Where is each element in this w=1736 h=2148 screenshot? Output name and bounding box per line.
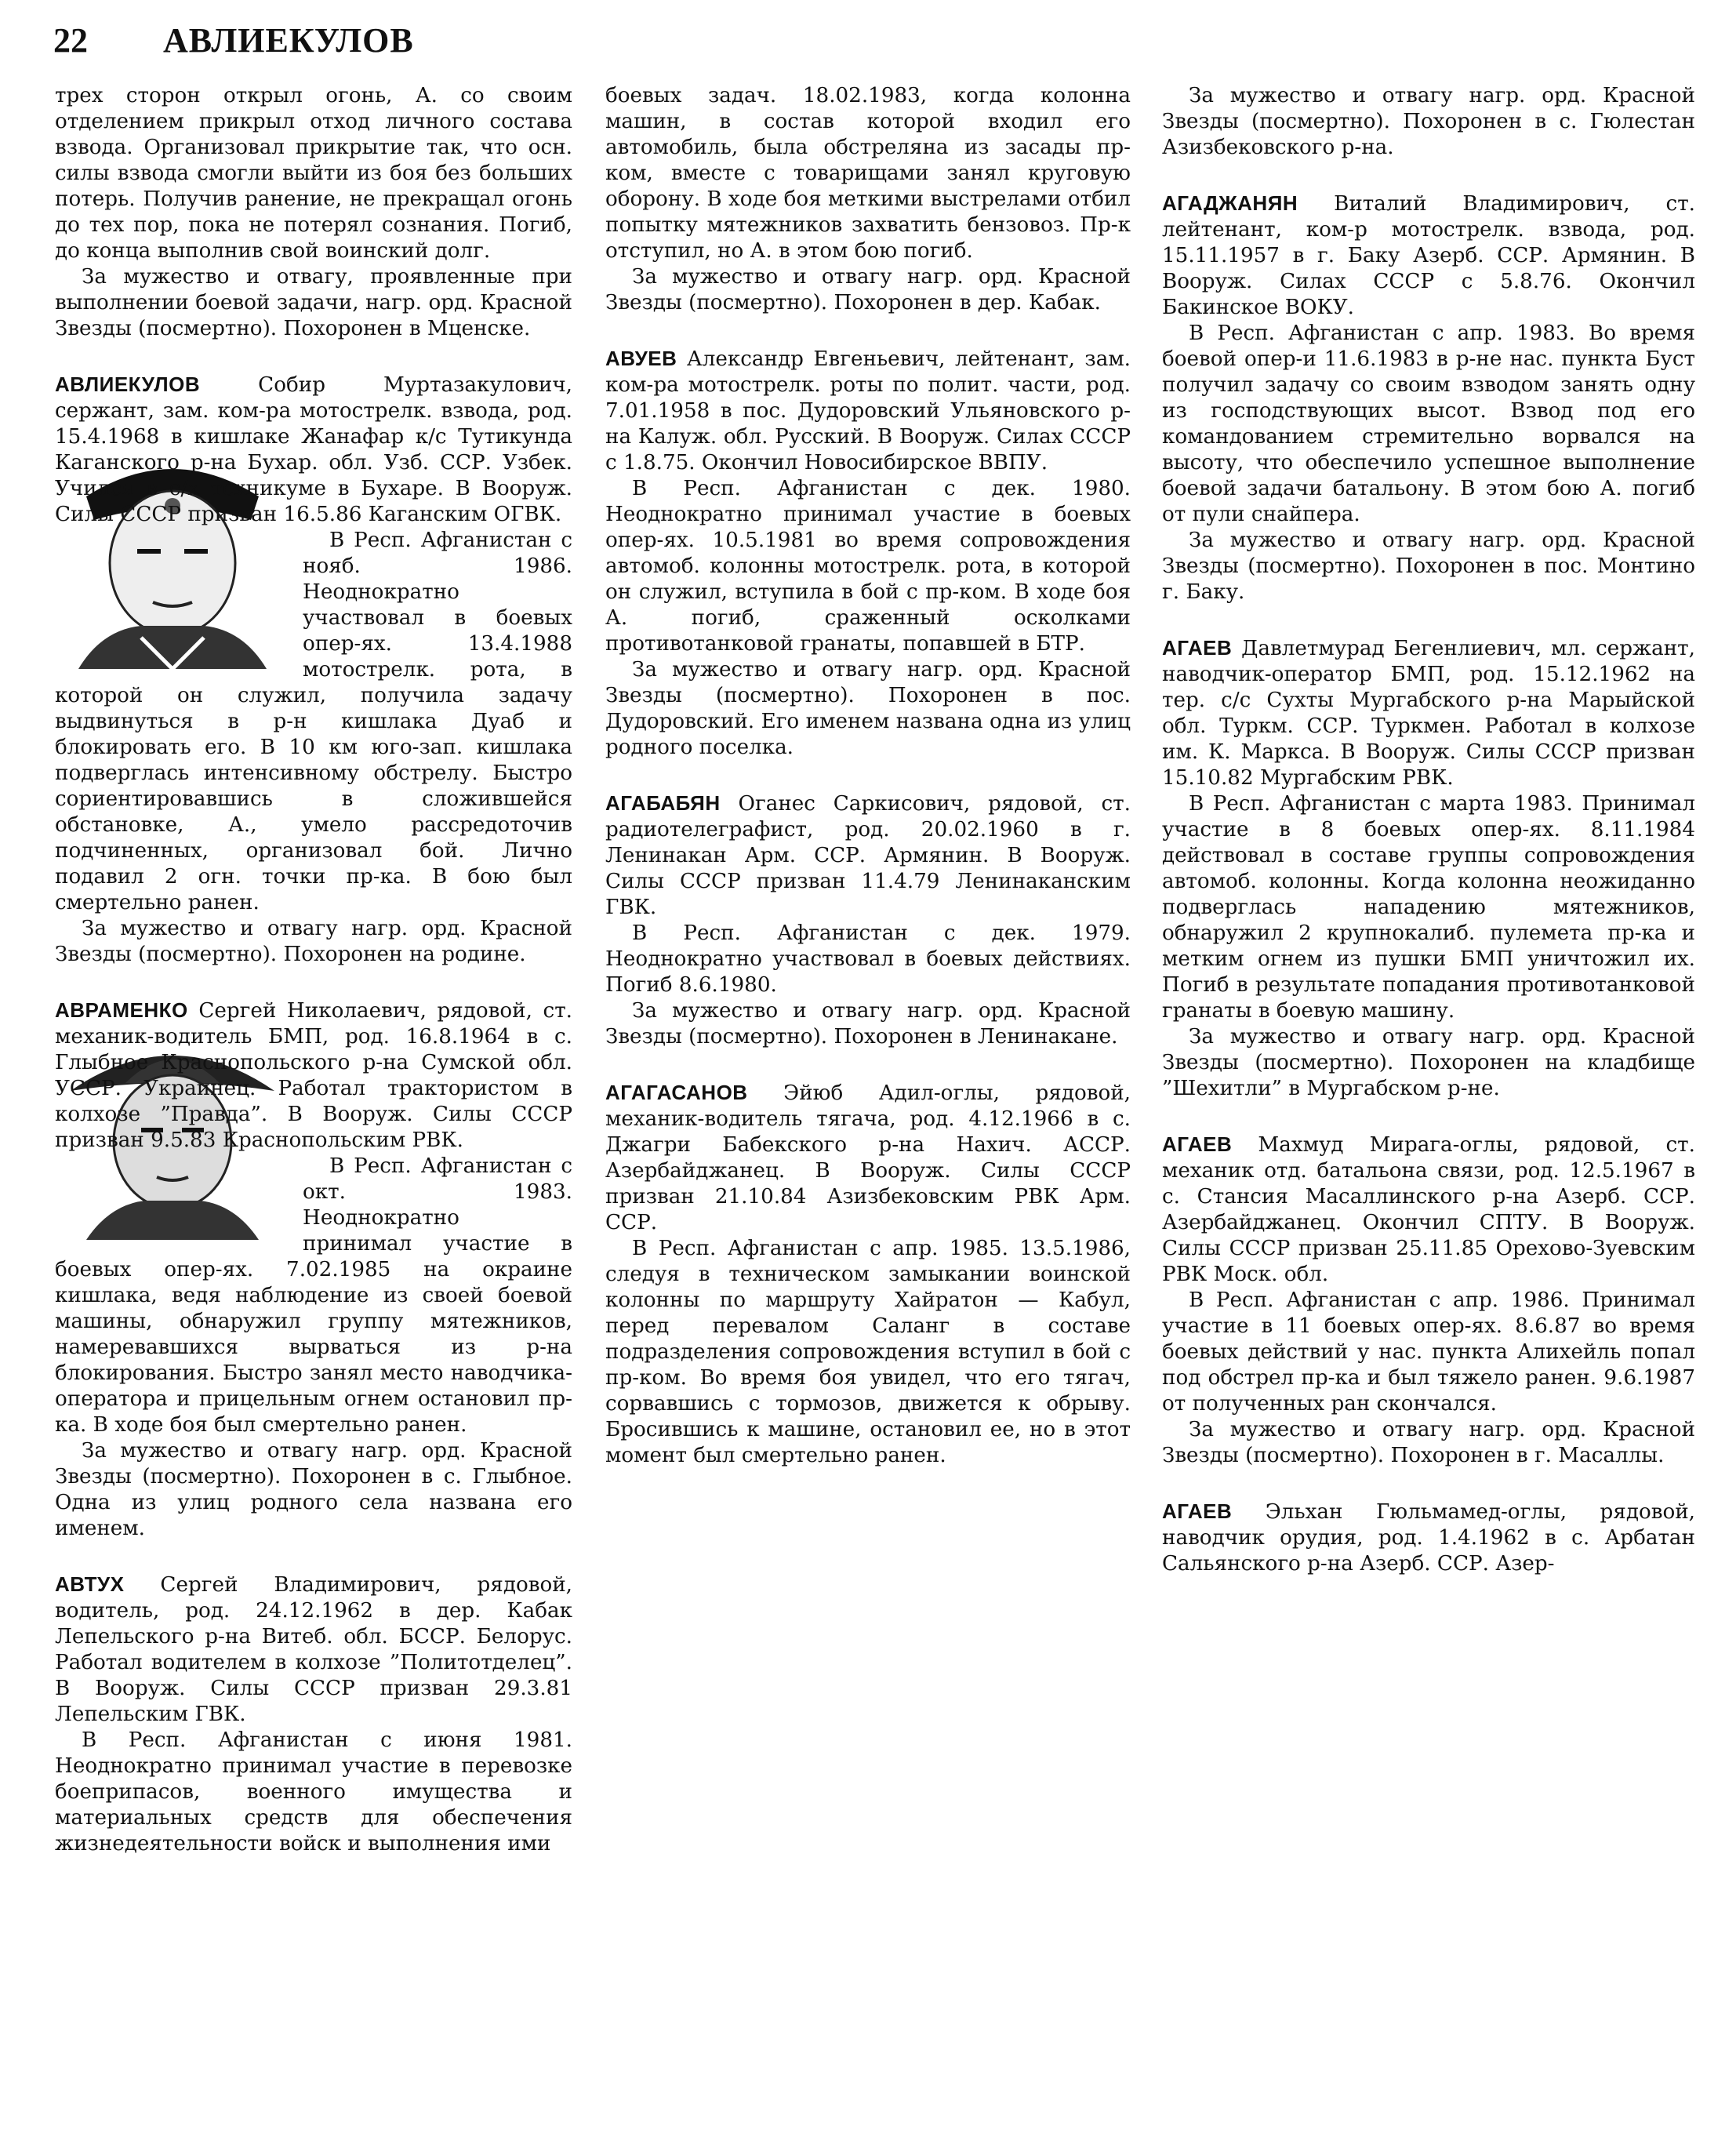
entry-name: АВРАМЕНКО (55, 998, 188, 1022)
paragraph: За мужество и отвагу нагр. орд. Красной Звезды (посмертно). Похоронен в с. Гюлестан Азизбековского р-на. (1162, 84, 1695, 159)
entry-text: В Респ. Афганистан с нояб. 1986. Неоднократно участвовал в боевых опер-ях. 13.4.1988 мотострелк. рота, в которой он служил, получила задачу выдвинуться в р-н кишлака Дуаб и блокировать его. В 10 км юго-зап. кишлака подверглась интенсивному обстрелу. Быстро сориентировавшись в сложившейся обстановке, А., умело рассредоточив подчиненных, организовал бой. Лично подавил 2 огн. точки пр-ка. В бою был смертельно ранен. (55, 529, 572, 914)
page-number: 22 (53, 21, 88, 60)
column-3 (1162, 83, 1695, 1577)
entry-text: Эйюб Адил-оглы, рядовой, механик-водитель тягача, род. 4.12.1966 в с. Джагри Бабекского р-на Нахич. АССР. Азербайджанец. В Вооруж. Силы СССР призван 21.10.84 Азизбековским РВК Арм. ССР. (605, 1081, 1131, 1234)
entry-text: За мужество и отвагу нагр. орд. Красной Звезды (посмертно). Похоронен в пос. Дудоровский. Его именем названа одна из улиц родного поселка. (605, 658, 1131, 759)
entry-name: АВУЕВ (605, 347, 677, 370)
entry-text: В Респ. Афганистан с дек. 1980. Неоднократно принимал участие в боевых опер-ях. 10.5.1981 во время сопровождения автомоб. колонны мотострелк. рота, в которой он служил, вступила в бой с пр-ком. В ходе боя А. погиб, сраженный осколками противотанковой гранаты, попавшей в БТР. (605, 477, 1131, 656)
entry-name: АГАЕВ (1162, 1132, 1233, 1156)
entry-text: Александр Евгеньевич, лейтенант, зам. ком-ра мотострелк. роты по полит. части, род. 7.01.1958 в пос. Дудоровский Ульяновского р-на Калуж. обл. Русский. В Вооруж. Силах СССР с 1.8.75. Окончил Новосибирское ВВПУ. (605, 347, 1131, 474)
entry-text: В Респ. Афганистан с апр. 1983. Во время боевой опер-и 11.6.1983 в р-не нас. пункта Буст получил задачу со своим взводом занять одну из господствующих высот. Взвод под его командованием стремительно ворвался на высоту, что обеспечило успешное выполнение боевой задачи батальону. В этом бою А. погиб от пули снайпера. (1162, 322, 1695, 526)
entry-text: Виталий Владимирович, ст. лейтенант, ком-р мотострелк. взвода, род. 15.11.1957 в г. Баку Азерб. ССР. Армянин. В Вооруж. Силах СССР с 5.8.76. Окончил Бакинское ВОКУ. (1162, 192, 1695, 319)
entry-name: АГАЕВ (1162, 1499, 1233, 1523)
biography-entry (605, 346, 1131, 761)
entry-name: АГАЕВ (1162, 636, 1233, 660)
entry-text: Сергей Николаевич, рядовой, ст. механик-водитель БМП, род. 16.8.1964 в с. Глыбное Краснопольского р-на Сумской обл. УССР. Украинец. Работал трактористом в колхозе ”Правда”. В Вооруж. Силы СССР призван 9.5.83 Краснопольским РВК. (55, 999, 573, 1152)
biography-entry (55, 1572, 572, 1857)
running-title: АВЛИЕКУЛОВ (163, 21, 414, 60)
biography-entry (55, 998, 572, 1542)
entry-text: Давлетмурад Бегенлиевич, мл. сержант, наводчик-оператор БМП, род. 15.12.1962 на тер. с/с Сухты Мургабского р-на Марыйской обл. Туркм. ССР. Туркмен. Работал в колхозе им. К. Маркса. В Вооруж. Силы СССР призван 15.10.82 Мургабским РВК. (1162, 637, 1695, 790)
entry-text: Оганес Саркисович, рядовой, ст. радиотелеграфист, род. 20.02.1960 в г. Ленинакан Арм. ССР. Армянин. В Вооруж. Силы СССР призван 11.4.79 Ленинаканским ГВК. (605, 792, 1131, 919)
entry-text: В Респ. Афганистан с марта 1983. Принимал участие в 8 боевых опер-ях. 8.11.1984 действовал в составе группы сопровождения автомоб. колонны. Когда колонна неожиданно подверглась нападению мятежников, обнаружил 2 крупнокалиб. пулемета пр-ка и метким огнем из пушки БМП уничтожил их. Погиб в результате попадания противотанковой гранаты в боевую машину. (1162, 792, 1695, 1023)
entry-name: АГАГАСАНОВ (605, 1081, 748, 1104)
entry-text: В Респ. Афганистан с окт. 1983. Неоднократно принимал участие в боевых опер-ях. 7.02.1985 на окраине кишлака, ведя наблюдение из своей боевой машины, обнаружил группу мятежников, намеревавшихся вырваться из р-на блокирования. Быстро занял место наводчика-оператора и прицельным огнем остановил пр-ка. В ходе боя был смертельно ранен. (55, 1154, 572, 1437)
biography-entry (605, 1080, 1131, 1469)
entry-text: За мужество и отвагу нагр. орд. Красной Звезды (посмертно). Похоронен в с. Глыбное. Одна из улиц родного села названа его именем. (55, 1439, 572, 1540)
entry-text: Сергей Владимирович, рядовой, водитель, род. 24.12.1962 в дер. Кабак Лепельского р-на Витеб. обл. БССР. Белорус. Работал водителем в колхозе ”Политотделец”. В Вооруж. Силы СССР призван 29.3.81 Лепельским ГВК. (55, 1573, 573, 1726)
entry-text: В Респ. Афганистан с апр. 1985. 13.5.1986, следуя в техническом замыкании воинской колонны по маршруту Хайратон — Кабул, перед перевалом Саланг в составе подразделения сопровождения вступил в бой с пр-ком. Во время боя увидел, что его тягач, сорвавшись с тормозов, движется к обрыву. Бросившись к машине, остановил ее, но в этот момент был смертельно ранен. (605, 1237, 1131, 1467)
entry-text: За мужество и отвагу нагр. орд. Красной Звезды (посмертно). Похоронен в Ленинакане. (605, 999, 1131, 1049)
entry-text: За мужество и отвагу нагр. орд. Красной Звезды (посмертно). Похоронен на родине. (55, 917, 572, 966)
entry-name: АГАДЖАНЯН (1162, 191, 1298, 215)
paragraph: боевых задач. 18.02.1983, когда колонна машин, в состав которой входил его автомобиль, была обстреляна из засады пр-ком, вместе с товарищами занял круговую оборону. В ходе боя меткими выстрелами отбил попытку мятежников захватить бензовоз. Пр-к отступил, но А. в этом бою погиб. (605, 84, 1131, 263)
entry-text: Эльхан Гюльмамед-оглы, рядовой, наводчик орудия, род. 1.4.1962 в с. Арбатан Сальянского р-на Азерб. ССР. Азер- (1162, 1500, 1695, 1576)
paragraph: За мужество и отвагу, проявленные при выполнении боевой задачи, нагр. орд. Красной Звезды (посмертно). Похоронен в Мценске. (55, 265, 572, 340)
entry-text: За мужество и отвагу нагр. орд. Красной Звезды (посмертно). Похоронен в пос. Монтино г. Баку. (1162, 529, 1695, 604)
biography-entry (1162, 191, 1695, 605)
entry-text: За мужество и отвагу нагр. орд. Красной Звезды (посмертно). Похоронен на кладбище ”Шехитли” в Мургабском р-не. (1162, 1025, 1695, 1100)
biography-entry (605, 791, 1131, 1050)
biography-entry (55, 372, 572, 968)
entry-text: В Респ. Афганистан с апр. 1986. Принимал участие в 11 боевых опер-ях. 8.6.87 во время боевых действий у нас. пункта Алихейль попал под обстрел пр-ка и был тяжело ранен. 9.6.1987 от полученных ран скончался. (1162, 1288, 1695, 1416)
entry-name: АВЛИЕКУЛОВ (55, 373, 201, 396)
paragraph: трех сторон открыл огонь, А. со своим отделением прикрыл отход личного состава взвода. Организовал прикрытие так, что осн. силы взвода смогли выйти из боя без больших потерь. Получив ранение, не прекращал огонь до тех пор, пока не потерял сознания. Погиб, до конца выполнив свой воинский долг. (55, 84, 572, 263)
page-header (53, 20, 414, 67)
biography-entry (1162, 1132, 1695, 1469)
entry-name: АВТУХ (55, 1572, 125, 1596)
column-2 (605, 83, 1131, 1469)
biography-entry (1162, 1499, 1695, 1577)
entry-text: За мужество и отвагу нагр. орд. Красной Звезды (посмертно). Похоронен в г. Масаллы. (1162, 1418, 1695, 1467)
biography-entry (1162, 635, 1695, 1102)
column-1 (55, 83, 572, 1857)
entry-text: Махмуд Мирага-оглы, рядовой, ст. механик отд. батальона связи, род. 12.5.1967 в с. Стансия Масаллинского р-на Азерб. ССР. Азербайджанец. Окончил СПТУ. В Вооруж. Силы СССР призван 25.11.85 Орехово-Зуевским РВК Моск. обл. (1162, 1133, 1695, 1286)
paragraph: За мужество и отвагу нагр. орд. Красной Звезды (посмертно). Похоронен в дер. Кабак. (605, 265, 1131, 314)
entry-text: В Респ. Афганистан с июня 1981. Неоднократно принимал участие в перевозке боеприпасов, военного имущества и материальных средств для обеспечения жизнедеятельности войск и выполнения ими (55, 1728, 572, 1855)
entry-name: АГАБАБЯН (605, 791, 721, 815)
entry-text: В Респ. Афганистан с дек. 1979. Неоднократно участвовал в боевых действиях. Погиб 8.6.1980. (605, 921, 1131, 997)
entry-text: Собир Муртазакулович, сержант, зам. ком-ра мотострелк. взвода, род. 15.4.1968 в кишлаке Жанафар к/с Тутикунда Каганского р-на Бухар. обл. Узб. ССР. Узбек. Учился в с/х техникуме в Бухаре. В Вооруж. Силы СССР призван 16.5.86 Каганским ОГВК. (55, 373, 572, 526)
